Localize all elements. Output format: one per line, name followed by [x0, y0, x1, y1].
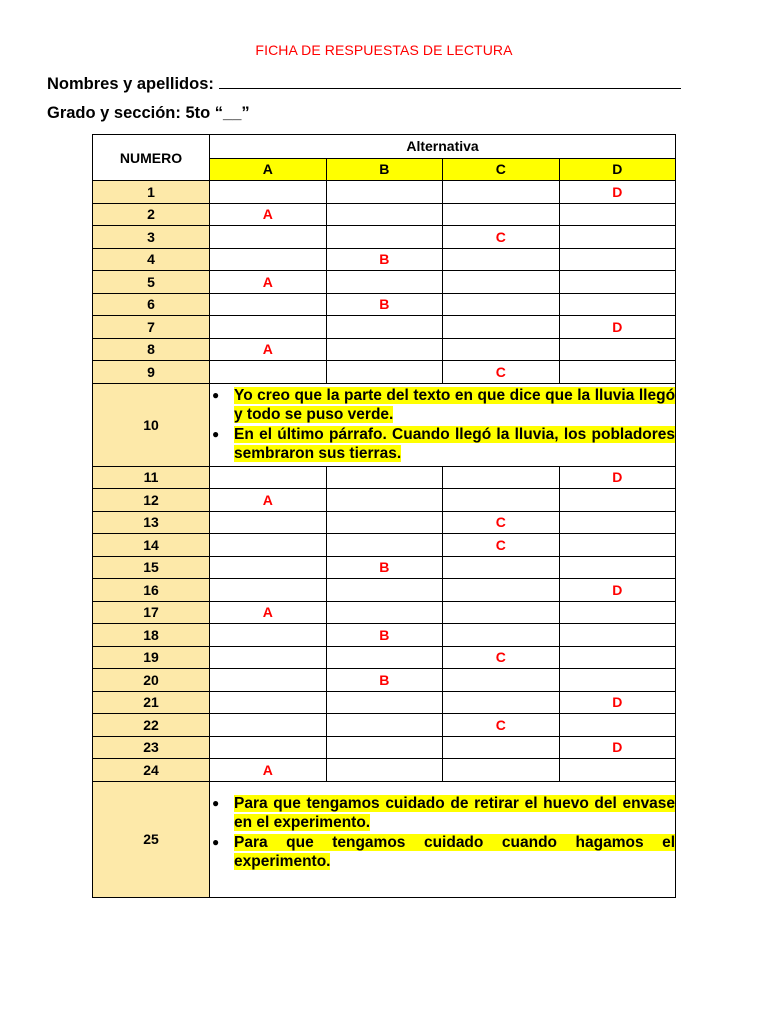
answer-cell-b: B: [326, 624, 443, 647]
bullet-item: [210, 386, 675, 425]
row-number: 1: [93, 181, 210, 204]
answer-cell-d: [559, 669, 676, 692]
answer-cell-d: [559, 293, 676, 316]
row-number: 10: [93, 383, 210, 466]
answer-cell-d: [559, 759, 676, 782]
answer-cell-c: [443, 466, 560, 489]
table-row: [93, 691, 676, 714]
answer-cell-d: [559, 511, 676, 534]
answer-cell-b: B: [326, 556, 443, 579]
page-title: FICHA DE RESPUESTAS DE LECTURA: [255, 42, 513, 58]
answer-cell-a: [210, 226, 327, 249]
answer-cell-b: B: [326, 669, 443, 692]
answer-text: Yo creo que la parte del texto en que dice que la lluvia llegó y todo se puso verde.: [234, 386, 676, 423]
answer-cell-c: [443, 338, 560, 361]
row-number: 22: [93, 714, 210, 737]
answer-cell-b: [326, 691, 443, 714]
open-answer-cell: [210, 781, 676, 897]
bullet-item: [210, 794, 675, 833]
answer-cell-d: [559, 248, 676, 271]
answer-cell-a: A: [210, 759, 327, 782]
row-number: 2: [93, 203, 210, 226]
answer-cell-c: [443, 601, 560, 624]
row-number: 15: [93, 556, 210, 579]
table-row: [93, 203, 676, 226]
answer-cell-a: [210, 714, 327, 737]
letter-header-c: C: [443, 158, 560, 181]
answer-cell-c: [443, 489, 560, 512]
answer-cell-b: B: [326, 293, 443, 316]
table-row: [93, 271, 676, 294]
bullet-icon: ●: [212, 795, 220, 810]
table-row: [93, 293, 676, 316]
answer-cell-b: [326, 271, 443, 294]
table-row: [93, 624, 676, 647]
answer-cell-a: [210, 691, 327, 714]
answer-cell-c: [443, 736, 560, 759]
row-number: 14: [93, 534, 210, 557]
table-row: [93, 248, 676, 271]
answer-cell-c: [443, 248, 560, 271]
answer-cell-b: [326, 601, 443, 624]
table-row: [93, 489, 676, 512]
bullet-icon: ●: [212, 834, 220, 849]
answer-cell-b: [326, 534, 443, 557]
answer-cell-c: [443, 624, 560, 647]
answer-cell-b: [326, 511, 443, 534]
answer-cell-a: [210, 669, 327, 692]
answer-cell-c: [443, 271, 560, 294]
table-row: [93, 361, 676, 384]
answer-rows: [93, 181, 676, 898]
table-row: [93, 338, 676, 361]
bullet-icon: ●: [212, 426, 220, 441]
answer-cell-a: [210, 534, 327, 557]
table-row: [93, 466, 676, 489]
row-number: 25: [93, 781, 210, 897]
name-label: Nombres y apellidos:: [47, 75, 214, 93]
row-number: 12: [93, 489, 210, 512]
answer-cell-b: [326, 226, 443, 249]
answer-cell-a: A: [210, 489, 327, 512]
table-row: [93, 556, 676, 579]
table-row: [93, 534, 676, 557]
answer-cell-a: [210, 248, 327, 271]
answer-cell-a: A: [210, 338, 327, 361]
row-number: 21: [93, 691, 210, 714]
answer-cell-a: A: [210, 601, 327, 624]
answer-cell-d: [559, 534, 676, 557]
grade-label: Grado y sección: 5to “__”: [47, 104, 250, 122]
answer-cell-d: D: [559, 691, 676, 714]
answer-cell-b: [326, 759, 443, 782]
answer-cell-c: C: [443, 646, 560, 669]
answer-cell-d: [559, 338, 676, 361]
answer-cell-b: [326, 361, 443, 384]
row-number: 4: [93, 248, 210, 271]
answer-cell-c: [443, 691, 560, 714]
answer-cell-d: [559, 271, 676, 294]
table-row: [93, 601, 676, 624]
answer-cell-d: D: [559, 579, 676, 602]
name-blank: [219, 72, 681, 89]
row-number: 3: [93, 226, 210, 249]
answer-cell-a: [210, 181, 327, 204]
table-row: [93, 646, 676, 669]
answer-cell-a: [210, 293, 327, 316]
answer-cell-d: [559, 624, 676, 647]
answer-cell-b: [326, 714, 443, 737]
bullet-item: [210, 425, 675, 464]
answer-text: Para que tengamos cuidado cuando hagamos el experimento.: [234, 833, 676, 870]
letter-header-b: B: [326, 158, 443, 181]
answer-cell-a: [210, 646, 327, 669]
answer-cell-c: [443, 669, 560, 692]
answer-cell-d: [559, 203, 676, 226]
row-number: 11: [93, 466, 210, 489]
answer-text: En el último párrafo. Cuando llegó la lluvia, los pobladores sembraron sus tierras.: [234, 425, 676, 462]
row-number: 6: [93, 293, 210, 316]
answer-cell-c: C: [443, 714, 560, 737]
answer-cell-c: C: [443, 361, 560, 384]
row-number: 19: [93, 646, 210, 669]
answer-cell-c: [443, 316, 560, 339]
answer-cell-d: [559, 226, 676, 249]
table-row: [93, 736, 676, 759]
answer-cell-c: [443, 556, 560, 579]
answer-cell-d: D: [559, 316, 676, 339]
answer-cell-a: [210, 511, 327, 534]
row-number: 18: [93, 624, 210, 647]
answer-cell-b: [326, 203, 443, 226]
table-row: [93, 181, 676, 204]
numero-header: NUMERO: [93, 135, 210, 181]
table-row: [93, 714, 676, 737]
answer-cell-b: [326, 466, 443, 489]
table-row: [93, 226, 676, 249]
answer-cell-c: C: [443, 511, 560, 534]
answer-cell-c: C: [443, 226, 560, 249]
answer-cell-d: [559, 601, 676, 624]
row-number: 5: [93, 271, 210, 294]
answer-table: [92, 134, 676, 898]
row-number: 16: [93, 579, 210, 602]
answer-cell-d: [559, 556, 676, 579]
answer-cell-a: A: [210, 203, 327, 226]
answer-cell-d: [559, 714, 676, 737]
grade-line: [47, 104, 250, 123]
answer-cell-d: [559, 646, 676, 669]
answer-cell-b: [326, 489, 443, 512]
table-row: [93, 669, 676, 692]
answer-cell-b: [326, 316, 443, 339]
answer-cell-c: [443, 203, 560, 226]
answer-cell-d: D: [559, 736, 676, 759]
alternativa-header: Alternativa: [210, 135, 676, 159]
row-number: 7: [93, 316, 210, 339]
answer-cell-a: [210, 466, 327, 489]
answer-cell-a: [210, 361, 327, 384]
answer-cell-b: [326, 338, 443, 361]
answer-cell-a: [210, 556, 327, 579]
bullet-item: [210, 833, 675, 872]
table-row: [93, 781, 676, 897]
answer-text: Para que tengamos cuidado de retirar el huevo del envase en el experimento.: [234, 794, 676, 831]
bullet-icon: ●: [212, 387, 220, 402]
answer-cell-a: [210, 624, 327, 647]
answer-cell-a: A: [210, 271, 327, 294]
table-row: [93, 579, 676, 602]
answer-cell-b: [326, 646, 443, 669]
answer-cell-b: [326, 579, 443, 602]
answer-cell-b: [326, 736, 443, 759]
answer-cell-c: [443, 293, 560, 316]
answer-cell-d: D: [559, 181, 676, 204]
row-number: 8: [93, 338, 210, 361]
answer-cell-c: [443, 759, 560, 782]
row-number: 17: [93, 601, 210, 624]
answer-cell-a: [210, 736, 327, 759]
answer-cell-d: [559, 489, 676, 512]
row-number: 13: [93, 511, 210, 534]
answer-cell-d: [559, 361, 676, 384]
name-line: [47, 72, 681, 94]
table-row: [93, 316, 676, 339]
table-row: [93, 759, 676, 782]
answer-cell-b: B: [326, 248, 443, 271]
open-answer-cell: [210, 383, 676, 466]
row-number: 23: [93, 736, 210, 759]
answer-cell-c: [443, 181, 560, 204]
answer-cell-a: [210, 579, 327, 602]
letter-header-d: D: [559, 158, 676, 181]
answer-cell-d: D: [559, 466, 676, 489]
row-number: 9: [93, 361, 210, 384]
row-number: 24: [93, 759, 210, 782]
table-row: [93, 383, 676, 466]
table-row: [93, 511, 676, 534]
answer-cell-c: C: [443, 534, 560, 557]
letter-header-a: A: [210, 158, 327, 181]
answer-cell-a: [210, 316, 327, 339]
answer-cell-b: [326, 181, 443, 204]
row-number: 20: [93, 669, 210, 692]
answer-cell-c: [443, 579, 560, 602]
